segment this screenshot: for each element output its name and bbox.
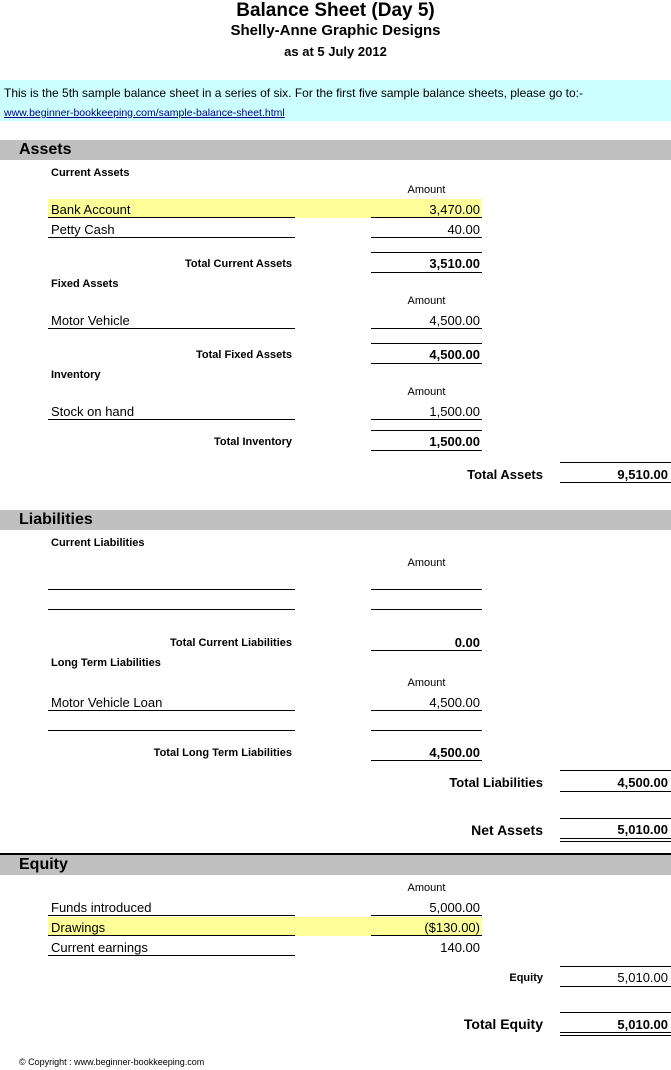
equity-section-bar — [0, 855, 671, 875]
amount-heading: Amount — [407, 882, 446, 894]
amount-heading: Amount — [407, 184, 446, 196]
amount-heading: Amount — [407, 677, 446, 689]
equity-underline — [560, 986, 671, 987]
total-topline — [371, 343, 482, 344]
row-underline — [48, 217, 295, 218]
equity-title: Equity — [19, 856, 68, 873]
row-label: Stock on hand — [51, 404, 135, 419]
row-amount: 3,470.00 — [429, 202, 480, 217]
row-amount: 40.00 — [447, 222, 480, 237]
total-equity-value: 5,010.00 — [617, 1017, 668, 1032]
row-underline — [48, 328, 295, 329]
company-name: Shelly-Anne Graphic Designs — [230, 22, 441, 39]
inventory-heading: Inventory — [51, 369, 101, 381]
total-current-assets-value: 3,510.00 — [429, 256, 480, 271]
total-liabilities-underline — [560, 791, 671, 792]
row-amount: 1,500.00 — [429, 404, 480, 419]
amount-underline — [371, 609, 482, 610]
amount-underline — [371, 589, 482, 590]
row-underline — [48, 419, 295, 420]
row-label: Motor Vehicle Loan — [51, 695, 163, 710]
assets-section-bar — [0, 140, 671, 160]
amount-underline — [371, 237, 482, 238]
assets-title: Assets — [19, 141, 72, 158]
row-underline — [48, 935, 295, 936]
net-assets-value: 5,010.00 — [617, 822, 668, 837]
row-underline — [48, 710, 295, 711]
page-title: Balance Sheet (Day 5) — [236, 0, 435, 21]
row-label: Funds introduced — [51, 900, 152, 915]
long-term-liabilities-heading: Long Term Liabilities — [51, 657, 161, 669]
equity-topline — [560, 966, 671, 967]
total-long-term-liabilities-value: 4,500.00 — [429, 745, 480, 760]
total-assets-value: 9,510.00 — [617, 467, 668, 482]
total-liabilities-label: Total Liabilities — [449, 775, 543, 790]
row-underline — [48, 955, 295, 956]
total-fixed-assets-value: 4,500.00 — [429, 347, 480, 362]
current-liabilities-heading: Current Liabilities — [51, 537, 145, 549]
liabilities-title: Liabilities — [19, 511, 93, 528]
info-text: This is the 5th sample balance sheet in a series of six. For the first five sample balance sheets, please go to:- — [4, 86, 583, 100]
row-underline — [48, 915, 295, 916]
equity-sub-label: Equity — [509, 972, 543, 984]
row-amount: 4,500.00 — [429, 313, 480, 328]
amount-heading: Amount — [407, 557, 446, 569]
row-label: Bank Account — [51, 202, 131, 217]
report-date: as at 5 July 2012 — [284, 44, 387, 59]
total-underline — [371, 272, 482, 273]
amount-underline — [371, 419, 482, 420]
row-amount: 4,500.00 — [429, 695, 480, 710]
total-assets-topline — [560, 462, 671, 463]
net-assets-double-underline — [560, 841, 671, 842]
net-assets-topline — [560, 818, 671, 819]
total-current-liabilities-value: 0.00 — [454, 635, 480, 650]
total-underline — [371, 363, 482, 364]
equity-sub-value: 5,010.00 — [617, 970, 668, 985]
row-amount: ($130.00) — [424, 920, 480, 935]
amount-underline — [371, 935, 482, 936]
total-equity-label: Total Equity — [463, 1016, 543, 1032]
total-equity-double-underline — [560, 1035, 671, 1036]
total-liabilities-topline — [560, 770, 671, 771]
amount-underline — [371, 328, 482, 329]
row-label: Drawings — [51, 920, 106, 935]
net-assets-underline — [560, 838, 671, 839]
liabilities-section-bar — [0, 510, 671, 530]
total-liabilities-value: 4,500.00 — [617, 775, 668, 790]
row-amount: 5,000.00 — [429, 900, 480, 915]
info-link[interactable]: www.beginner-bookkeeping.com/sample-balance-sheet.html — [4, 107, 285, 119]
amount-underline — [371, 710, 482, 711]
total-assets-label: Total Assets — [467, 467, 543, 482]
total-underline — [371, 760, 482, 761]
total-equity-underline — [560, 1032, 671, 1033]
amount-heading: Amount — [407, 386, 446, 398]
fixed-assets-heading: Fixed Assets — [51, 278, 119, 290]
row-underline — [48, 609, 295, 610]
amount-underline — [371, 915, 482, 916]
row-underline — [48, 589, 295, 590]
row-label: Current earnings — [51, 940, 148, 955]
total-underline — [371, 450, 482, 451]
total-topline — [371, 252, 482, 253]
total-fixed-assets-label: Total Fixed Assets — [196, 349, 292, 361]
net-assets-label: Net Assets — [471, 822, 543, 838]
total-inventory-value: 1,500.00 — [429, 434, 480, 449]
current-assets-heading: Current Assets — [51, 167, 130, 179]
copyright: © Copyright : www.beginner-bookkeeping.com — [19, 1057, 205, 1067]
total-current-liabilities-label: Total Current Liabilities — [169, 637, 292, 649]
total-long-term-liabilities-label: Total Long Term Liabilities — [153, 747, 292, 759]
row-underline — [48, 730, 295, 731]
row-amount: 140.00 — [440, 940, 480, 955]
total-inventory-label: Total Inventory — [213, 436, 292, 448]
row-label: Motor Vehicle — [51, 313, 130, 328]
row-label: Petty Cash — [51, 222, 115, 237]
total-assets-underline — [560, 482, 671, 483]
total-equity-topline — [560, 1012, 671, 1013]
amount-underline — [371, 217, 482, 218]
total-underline — [371, 650, 482, 651]
amount-heading: Amount — [407, 295, 446, 307]
total-topline — [371, 430, 482, 431]
total-current-assets-label: Total Current Assets — [185, 258, 292, 270]
amount-underline — [371, 730, 482, 731]
row-underline — [48, 237, 295, 238]
